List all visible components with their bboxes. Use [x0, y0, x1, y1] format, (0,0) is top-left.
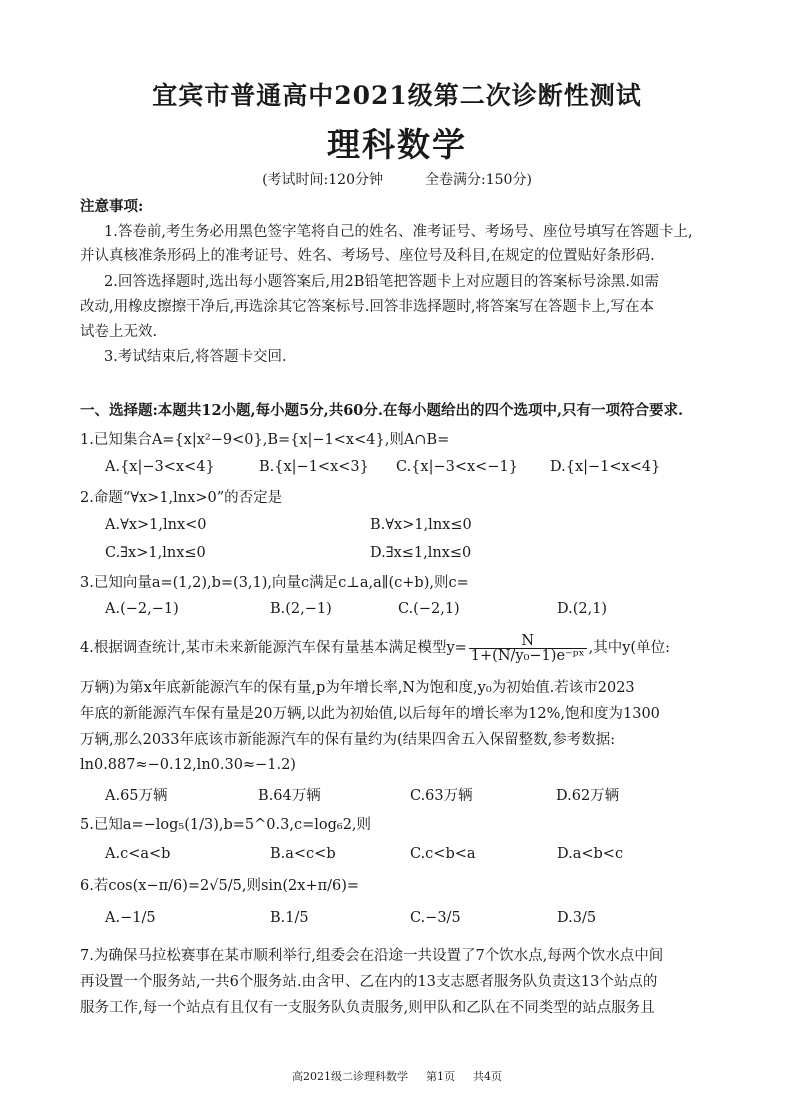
- question-4-stem-end: ,其中y(单位:: [588, 640, 670, 656]
- question-3-option-d: D.(2,1): [557, 601, 608, 617]
- question-7-line-1: 7.为确保马拉松赛事在某市顺利举行,组委会在沿途一共设置了7个饮水点,每两个饮水点中间: [80, 948, 664, 964]
- question-3-option-b: B.(2,−1): [270, 601, 332, 617]
- question-3-stem: 3.已知向量a=(1,2),b=(3,1),向量c满足c⊥a,a∥(c+b),则c=: [80, 575, 469, 591]
- question-6-stem: 6.若cos(x−π/6)=2√5/5,则sin(2x+π/6)=: [80, 878, 360, 894]
- question-6-option-b: B.1/5: [270, 910, 309, 926]
- question-4-formula-fraction: [469, 634, 587, 663]
- question-6-option-a: A.−1/5: [105, 910, 156, 926]
- exam-time: (考试时间:120分钟: [262, 172, 383, 188]
- page-footer: [0, 1068, 794, 1084]
- question-3-option-a: A.(−2,−1): [105, 601, 179, 617]
- footer-exam-name: 高2021级二诊理科数学: [292, 1070, 408, 1083]
- question-2-option-b: B.∀x>1,lnx≤0: [370, 517, 472, 533]
- question-1-option-a: A.{x|−3<x<4}: [105, 459, 215, 475]
- notice-item-2-line-2: 改动,用橡皮擦擦干净后,再选涂其它答案标号.回答非选择题时,将答案写在答题卡上,写在本: [80, 299, 655, 315]
- question-4-stem-start: 4.根据调查统计,某市未来新能源汽车保有量基本满足模型y=: [80, 640, 467, 656]
- question-4-option-d: D.62万辆: [556, 788, 620, 804]
- question-1-option-c: C.{x|−3<x<−1}: [396, 459, 518, 475]
- exam-title: 宜宾市普通高中2021级第二次诊断性测试: [152, 81, 642, 110]
- question-2-stem: 2.命题“∀x>1,lnx>0”的否定是: [80, 490, 283, 506]
- question-4-fraction-denominator: 1+(N/y₀−1)e⁻ᵖˣ: [470, 647, 585, 664]
- notice-item-1-line-1: 1.答卷前,考生务必用黑色签字笔将自己的姓名、准考证号、考场号、座位号填写在答题卡上,: [104, 224, 693, 240]
- question-5-stem: 5.已知a=−log₅(1/3),b=5^0.3,c=log₆2,则: [80, 817, 372, 833]
- question-3-option-c: C.(−2,1): [398, 601, 460, 617]
- question-4-line-4: 万辆,那么2033年底该市新能源汽车的保有量约为(结果四舍五入保留整数,参考数据:: [80, 732, 616, 748]
- question-5-option-d: D.a<b<c: [557, 846, 624, 862]
- question-4-line-5: ln0.887≈−0.12,ln0.30≈−1.2): [80, 757, 296, 773]
- question-1-option-b: B.{x|−1<x<3}: [259, 459, 369, 475]
- footer-page-number: 第1页: [426, 1070, 455, 1083]
- question-2-option-a: A.∀x>1,lnx<0: [105, 517, 207, 533]
- question-4-line-3: 年底的新能源汽车保有量是20万辆,以此为初始值,以后每年的增长率为12%,饱和度为1300: [80, 706, 660, 722]
- question-1-option-d: D.{x|−1<x<4}: [550, 459, 661, 475]
- notice-item-1-line-2: 并认真核准条形码上的准考证号、姓名、考场号、座位号及科目,在规定的位置贴好条形码.: [80, 248, 655, 264]
- question-4-stem: [80, 630, 720, 666]
- question-5-option-b: B.a<c<b: [270, 846, 336, 862]
- question-4-line-2: 万辆)为第x年底新能源汽车的保有量,p为年增长率,N为饱和度,y₀为初始值.若该市2023: [80, 680, 635, 696]
- question-5-option-c: C.c<b<a: [410, 846, 476, 862]
- question-4-option-a: A.65万辆: [105, 788, 168, 804]
- question-4-fraction-numerator: N: [469, 634, 587, 649]
- question-7-line-3: 服务工作,每一个站点有且仅有一支服务队负责服务,则甲队和乙队在不同类型的站点服务且: [80, 1000, 655, 1016]
- question-6-option-c: C.−3/5: [410, 910, 461, 926]
- section-1-heading: 一、选择题:本题共12小题,每小题5分,共60分.在每小题给出的四个选项中,只有一项符合要求.: [80, 402, 684, 419]
- question-4-option-b: B.64万辆: [258, 788, 321, 804]
- question-2-option-c: C.∃x>1,lnx≤0: [105, 545, 206, 561]
- notice-heading: 注意事项:: [80, 198, 144, 215]
- exam-score: 全卷满分:150分): [425, 172, 532, 188]
- footer-page-total: 共4页: [473, 1070, 502, 1083]
- subject-title: 理科数学: [327, 125, 467, 164]
- notice-item-2-line-1: 2.回答选择题时,选出每小题答案后,用2B铅笔把答题卡上对应题目的答案标号涂黑.如需: [104, 274, 660, 290]
- exam-info: [0, 169, 794, 189]
- notice-item-3: 3.考试结束后,将答题卡交回.: [104, 349, 287, 365]
- question-2-option-d: D.∃x≤1,lnx≤0: [370, 545, 472, 561]
- question-4-option-c: C.63万辆: [410, 788, 473, 804]
- question-7-line-2: 再设置一个服务站,一共6个服务站.由含甲、乙在内的13支志愿者服务队负责这13个站点的: [80, 974, 658, 990]
- question-1-stem: 1.已知集合A={x|x²−9<0},B={x|−1<x<4},则A∩B=: [80, 432, 450, 448]
- question-6-option-d: D.3/5: [557, 910, 597, 926]
- question-5-option-a: A.c<a<b: [105, 846, 171, 862]
- notice-item-2-line-3: 试卷上无效.: [80, 324, 158, 340]
